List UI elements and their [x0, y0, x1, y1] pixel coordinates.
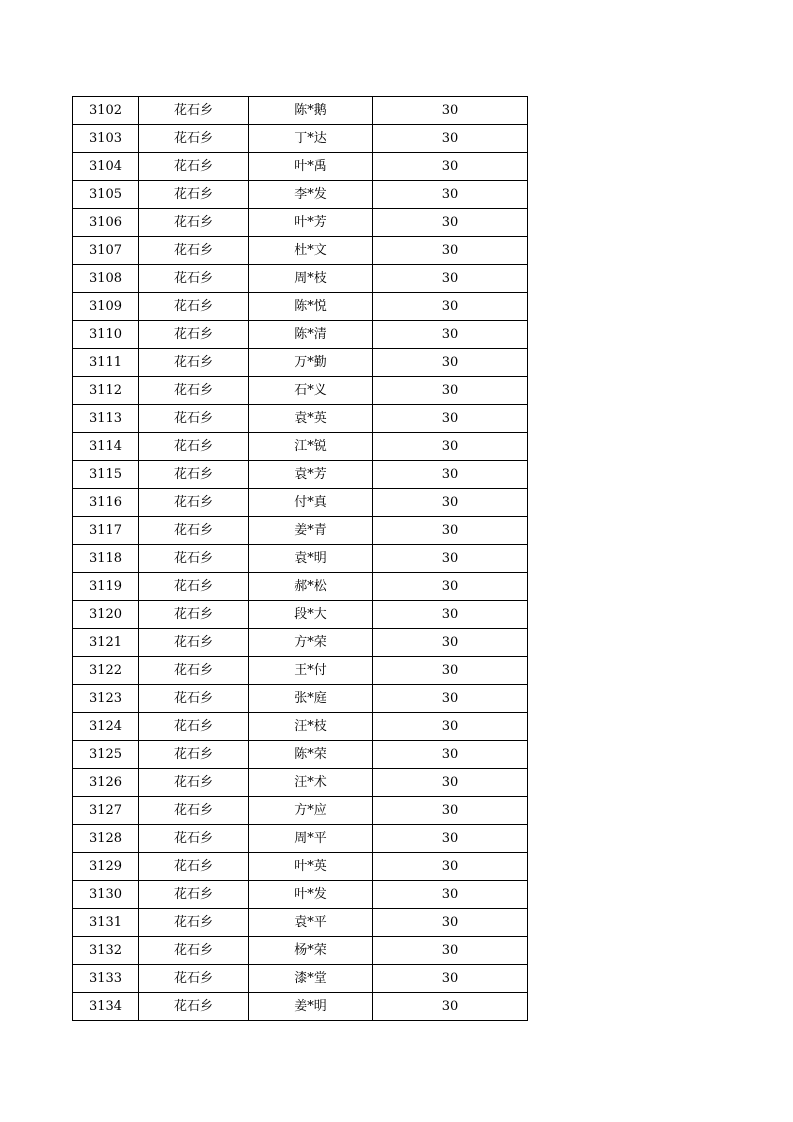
row-number-cell: 3102: [73, 97, 139, 125]
amount-cell: 30: [373, 209, 528, 237]
amount-cell: 30: [373, 769, 528, 797]
row-number-cell: 3119: [73, 573, 139, 601]
table-row: [73, 125, 528, 153]
amount-cell: 30: [373, 517, 528, 545]
amount-cell: 30: [373, 825, 528, 853]
row-number-cell: 3110: [73, 321, 139, 349]
amount-cell: 30: [373, 489, 528, 517]
name-cell: 杨*荣: [249, 937, 373, 965]
amount-cell: 30: [373, 601, 528, 629]
name-cell: 张*庭: [249, 685, 373, 713]
table-row: [73, 545, 528, 573]
name-cell: 姜*青: [249, 517, 373, 545]
township-cell: 花石乡: [139, 937, 249, 965]
table-row: [73, 433, 528, 461]
township-cell: 花石乡: [139, 181, 249, 209]
table-row: [73, 405, 528, 433]
row-number-cell: 3103: [73, 125, 139, 153]
roster-table: [72, 96, 528, 1021]
name-cell: 段*大: [249, 601, 373, 629]
township-cell: 花石乡: [139, 153, 249, 181]
township-cell: 花石乡: [139, 377, 249, 405]
amount-cell: 30: [373, 97, 528, 125]
name-cell: 李*发: [249, 181, 373, 209]
amount-cell: 30: [373, 349, 528, 377]
amount-cell: 30: [373, 965, 528, 993]
name-cell: 陈*清: [249, 321, 373, 349]
row-number-cell: 3104: [73, 153, 139, 181]
township-cell: 花石乡: [139, 713, 249, 741]
table-row: [73, 657, 528, 685]
name-cell: 郝*松: [249, 573, 373, 601]
township-cell: 花石乡: [139, 601, 249, 629]
township-cell: 花石乡: [139, 685, 249, 713]
table-row: [73, 993, 528, 1021]
township-cell: 花石乡: [139, 433, 249, 461]
township-cell: 花石乡: [139, 657, 249, 685]
amount-cell: 30: [373, 853, 528, 881]
township-cell: 花石乡: [139, 741, 249, 769]
amount-cell: 30: [373, 573, 528, 601]
row-number-cell: 3134: [73, 993, 139, 1021]
name-cell: 方*荣: [249, 629, 373, 657]
table-row: [73, 349, 528, 377]
name-cell: 漆*堂: [249, 965, 373, 993]
row-number-cell: 3125: [73, 741, 139, 769]
table-row: [73, 573, 528, 601]
amount-cell: 30: [373, 181, 528, 209]
row-number-cell: 3121: [73, 629, 139, 657]
table-row: [73, 209, 528, 237]
amount-cell: 30: [373, 545, 528, 573]
row-number-cell: 3109: [73, 293, 139, 321]
row-number-cell: 3130: [73, 881, 139, 909]
row-number-cell: 3116: [73, 489, 139, 517]
township-cell: 花石乡: [139, 965, 249, 993]
table-row: [73, 153, 528, 181]
table-row: [73, 825, 528, 853]
name-cell: 袁*平: [249, 909, 373, 937]
township-cell: 花石乡: [139, 853, 249, 881]
name-cell: 袁*明: [249, 545, 373, 573]
amount-cell: 30: [373, 629, 528, 657]
amount-cell: 30: [373, 993, 528, 1021]
name-cell: 江*锐: [249, 433, 373, 461]
amount-cell: 30: [373, 405, 528, 433]
table-row: [73, 713, 528, 741]
table-row: [73, 489, 528, 517]
township-cell: 花石乡: [139, 993, 249, 1021]
township-cell: 花石乡: [139, 797, 249, 825]
row-number-cell: 3133: [73, 965, 139, 993]
name-cell: 王*付: [249, 657, 373, 685]
table-row: [73, 293, 528, 321]
amount-cell: 30: [373, 461, 528, 489]
table-row: [73, 461, 528, 489]
name-cell: 姜*明: [249, 993, 373, 1021]
table-row: [73, 853, 528, 881]
amount-cell: 30: [373, 685, 528, 713]
row-number-cell: 3120: [73, 601, 139, 629]
township-cell: 花石乡: [139, 125, 249, 153]
row-number-cell: 3131: [73, 909, 139, 937]
amount-cell: 30: [373, 713, 528, 741]
township-cell: 花石乡: [139, 321, 249, 349]
name-cell: 汪*枝: [249, 713, 373, 741]
table-row: [73, 377, 528, 405]
amount-cell: 30: [373, 909, 528, 937]
name-cell: 汪*术: [249, 769, 373, 797]
roster-table-body: [73, 97, 528, 1021]
township-cell: 花石乡: [139, 573, 249, 601]
row-number-cell: 3105: [73, 181, 139, 209]
table-row: [73, 937, 528, 965]
table-row: [73, 909, 528, 937]
table-row: [73, 797, 528, 825]
row-number-cell: 3111: [73, 349, 139, 377]
row-number-cell: 3107: [73, 237, 139, 265]
amount-cell: 30: [373, 377, 528, 405]
name-cell: 陈*悦: [249, 293, 373, 321]
name-cell: 叶*禹: [249, 153, 373, 181]
amount-cell: 30: [373, 741, 528, 769]
name-cell: 袁*芳: [249, 461, 373, 489]
township-cell: 花石乡: [139, 237, 249, 265]
name-cell: 叶*发: [249, 881, 373, 909]
township-cell: 花石乡: [139, 769, 249, 797]
township-cell: 花石乡: [139, 881, 249, 909]
table-row: [73, 265, 528, 293]
row-number-cell: 3108: [73, 265, 139, 293]
row-number-cell: 3118: [73, 545, 139, 573]
name-cell: 叶*英: [249, 853, 373, 881]
row-number-cell: 3112: [73, 377, 139, 405]
table-row: [73, 321, 528, 349]
name-cell: 陈*荣: [249, 741, 373, 769]
table-row: [73, 965, 528, 993]
table-row: [73, 685, 528, 713]
table-row: [73, 629, 528, 657]
name-cell: 叶*芳: [249, 209, 373, 237]
amount-cell: 30: [373, 937, 528, 965]
amount-cell: 30: [373, 293, 528, 321]
table-row: [73, 97, 528, 125]
row-number-cell: 3123: [73, 685, 139, 713]
name-cell: 丁*达: [249, 125, 373, 153]
name-cell: 周*平: [249, 825, 373, 853]
row-number-cell: 3115: [73, 461, 139, 489]
table-row: [73, 601, 528, 629]
township-cell: 花石乡: [139, 293, 249, 321]
amount-cell: 30: [373, 433, 528, 461]
amount-cell: 30: [373, 657, 528, 685]
table-row: [73, 237, 528, 265]
row-number-cell: 3132: [73, 937, 139, 965]
township-cell: 花石乡: [139, 461, 249, 489]
amount-cell: 30: [373, 153, 528, 181]
township-cell: 花石乡: [139, 209, 249, 237]
township-cell: 花石乡: [139, 825, 249, 853]
township-cell: 花石乡: [139, 265, 249, 293]
name-cell: 付*真: [249, 489, 373, 517]
township-cell: 花石乡: [139, 97, 249, 125]
amount-cell: 30: [373, 797, 528, 825]
table-row: [73, 517, 528, 545]
name-cell: 周*枝: [249, 265, 373, 293]
township-cell: 花石乡: [139, 405, 249, 433]
township-cell: 花石乡: [139, 489, 249, 517]
name-cell: 陈*鹅: [249, 97, 373, 125]
amount-cell: 30: [373, 125, 528, 153]
township-cell: 花石乡: [139, 517, 249, 545]
row-number-cell: 3113: [73, 405, 139, 433]
row-number-cell: 3114: [73, 433, 139, 461]
name-cell: 万*勤: [249, 349, 373, 377]
name-cell: 袁*英: [249, 405, 373, 433]
row-number-cell: 3129: [73, 853, 139, 881]
table-row: [73, 181, 528, 209]
amount-cell: 30: [373, 881, 528, 909]
amount-cell: 30: [373, 321, 528, 349]
row-number-cell: 3124: [73, 713, 139, 741]
name-cell: 杜*文: [249, 237, 373, 265]
row-number-cell: 3127: [73, 797, 139, 825]
row-number-cell: 3106: [73, 209, 139, 237]
row-number-cell: 3126: [73, 769, 139, 797]
township-cell: 花石乡: [139, 909, 249, 937]
row-number-cell: 3122: [73, 657, 139, 685]
township-cell: 花石乡: [139, 349, 249, 377]
row-number-cell: 3117: [73, 517, 139, 545]
table-row: [73, 769, 528, 797]
table-row: [73, 741, 528, 769]
amount-cell: 30: [373, 237, 528, 265]
township-cell: 花石乡: [139, 545, 249, 573]
amount-cell: 30: [373, 265, 528, 293]
table-row: [73, 881, 528, 909]
township-cell: 花石乡: [139, 629, 249, 657]
name-cell: 石*义: [249, 377, 373, 405]
name-cell: 方*应: [249, 797, 373, 825]
row-number-cell: 3128: [73, 825, 139, 853]
